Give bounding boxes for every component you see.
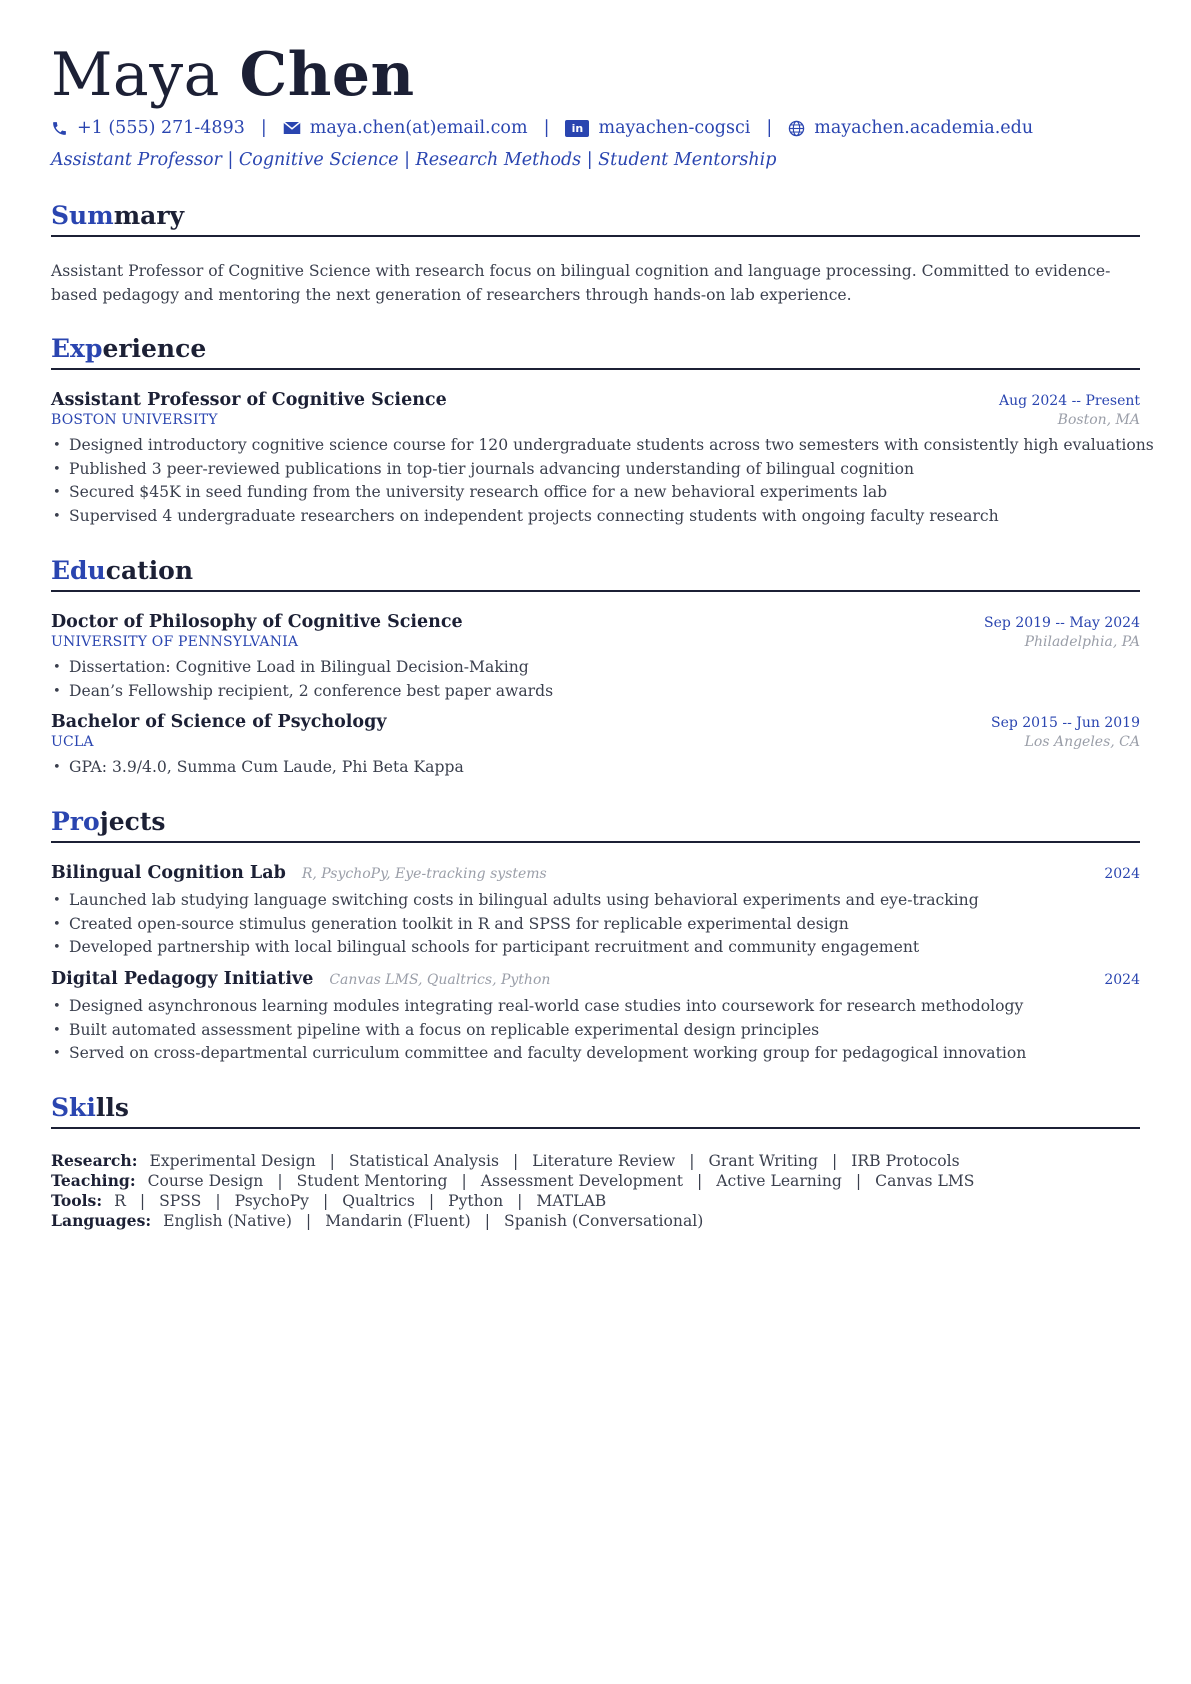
skill-item: Grant Writing	[708, 1152, 818, 1171]
skill-separator: |	[689, 1152, 695, 1171]
skill-item: MATLAB	[536, 1192, 607, 1211]
skills-list	[51, 1151, 1140, 1231]
project-entry	[51, 969, 1140, 1066]
institution-location: Philadelphia, PA	[1024, 633, 1140, 650]
skill-item: Mandarin (Fluent)	[325, 1212, 471, 1231]
section-title-accent: Sum	[51, 201, 114, 230]
entry-header	[51, 712, 1140, 732]
website-item[interactable]	[788, 118, 1033, 138]
bullet-item: • Published 3 peer-reviewed publications in top-tier journals advancing understanding of bilingual cognition	[51, 458, 1140, 482]
section-title-rest: lls	[95, 1093, 129, 1123]
project-title-line	[51, 969, 550, 989]
bullet-item: • Supervised 4 undergraduate researchers on independent projects connecting students with ongoing faculty research	[51, 505, 1140, 529]
institution: UCLA	[51, 734, 94, 751]
candidate-name	[51, 40, 1140, 110]
email-address: maya.chen(at)email.com	[309, 118, 528, 138]
skill-item: PsychoPy	[234, 1192, 309, 1211]
skill-separator: |	[831, 1152, 838, 1171]
degree-title: Bachelor of Science of Psychology	[51, 712, 387, 733]
contact-bar	[51, 116, 1140, 140]
linkedin-handle: mayachen-cogsci	[598, 118, 751, 138]
section-title-accent: Pro	[51, 806, 100, 836]
skill-category-label: Teaching:	[51, 1171, 136, 1191]
institution: UNIVERSITY OF PENNSYLVANIA	[51, 633, 299, 650]
bullet-item: • Launched lab studying language switching costs in bilingual adults using behavioral experiments and eye-tracking	[51, 889, 1140, 913]
section-title-summary	[51, 200, 1140, 237]
skill-item: SPSS	[159, 1192, 202, 1211]
bullet-item: • Dean’s Fellowship recipient, 2 conference best paper awards	[51, 680, 1140, 704]
skill-separator: |	[696, 1172, 703, 1191]
skill-item: English (Native)	[163, 1212, 292, 1231]
phone-item[interactable]	[51, 118, 245, 138]
entry-subheader	[51, 634, 1140, 650]
project-tech: R, PsychoPy, Eye-tracking systems	[301, 865, 547, 882]
project-bullets	[51, 889, 1140, 960]
linkedin-item[interactable]	[565, 118, 750, 138]
skill-item: R	[114, 1192, 126, 1211]
bullet-item: • Secured $45K in seed funding from the university research office for a new behavioral experiments lab	[51, 481, 1140, 505]
section-title-accent: Ski	[51, 1093, 96, 1123]
skill-row	[51, 1191, 1140, 1211]
section-title-rest: erience	[102, 334, 207, 363]
project-title: Digital Pedagogy Initiative	[51, 969, 314, 990]
skill-item: Assessment Development	[480, 1172, 683, 1191]
section-title-accent: Edu	[51, 555, 106, 585]
project-title-line	[51, 863, 547, 883]
project-tech: Canvas LMS, Qualtrics, Python	[329, 972, 551, 989]
skill-item: Python	[448, 1192, 504, 1211]
project-title: Bilingual Cognition Lab	[51, 862, 286, 883]
skill-separator: |	[513, 1152, 519, 1171]
education-entry	[51, 612, 1140, 703]
section-title-rest: jects	[99, 806, 166, 836]
section-title-accent: Exp	[51, 334, 103, 363]
employer: BOSTON UNIVERSITY	[51, 412, 218, 428]
skill-category-label: Research:	[51, 1151, 138, 1171]
skill-item: Statistical Analysis	[348, 1152, 500, 1171]
globe-icon	[788, 120, 805, 137]
project-bullets	[51, 995, 1140, 1066]
project-date: 2024	[1104, 865, 1140, 882]
skill-item: IRB Protocols	[851, 1152, 960, 1171]
skill-row	[51, 1171, 1140, 1191]
skill-separator: |	[329, 1152, 335, 1171]
skill-item: Qualtrics	[342, 1192, 415, 1211]
degree-title: Doctor of Philosophy of Cognitive Science	[51, 611, 463, 632]
bullet-item: • Dissertation: Cognitive Load in Bilingual Decision-Making	[51, 656, 1140, 680]
job-title: Assistant Professor of Cognitive Science	[51, 390, 447, 410]
skill-separator: |	[484, 1212, 491, 1231]
summary-text: Assistant Professor of Cognitive Science with research focus on bilingual cognition and language processing. Committed to evidence-based pedagogy and mentoring the next generation of researchers through hands-on lab experience.	[51, 262, 1111, 304]
section-title-education	[51, 555, 1140, 592]
envelope-icon	[283, 121, 301, 135]
bullet-item: • Designed introductory cognitive science course for 120 undergraduate students across two semesters with consistently high evaluations	[51, 434, 1140, 458]
section-title-skills	[51, 1092, 1140, 1129]
skill-separator: |	[461, 1172, 467, 1191]
degree-bullets	[51, 656, 1140, 703]
bullet-item: • Designed asynchronous learning modules integrating real-world case studies into coursework for research methodology	[51, 995, 1140, 1019]
website-url: mayachen.academia.edu	[814, 118, 1034, 138]
last-name: Chen	[239, 40, 415, 110]
entry-subheader	[51, 734, 1140, 750]
email-item[interactable]	[283, 118, 528, 138]
skill-item: Student Mentoring	[296, 1172, 448, 1191]
bullet-item: • GPA: 3.9/4.0, Summa Cum Laude, Phi Beta Kappa	[51, 756, 1140, 780]
job-bullets	[51, 434, 1154, 529]
skill-category-label: Languages:	[51, 1211, 152, 1231]
entry-header	[51, 863, 1140, 883]
job-location: Boston, MA	[1057, 412, 1140, 428]
section-title-rest: cation	[105, 555, 194, 585]
skill-separator: |	[323, 1192, 329, 1211]
tagline: Assistant Professor | Cognitive Science | Research Methods | Student Mentorship	[51, 150, 777, 170]
skill-separator: |	[305, 1212, 312, 1231]
skill-item: Experimental Design	[149, 1152, 316, 1171]
project-date: 2024	[1104, 972, 1140, 989]
skill-separator: |	[215, 1192, 221, 1211]
section-title-projects	[51, 806, 1140, 843]
skill-separator: |	[139, 1192, 146, 1211]
contact-separator: |	[543, 118, 550, 138]
bullet-item: • Developed partnership with local bilingual schools for participant recruitment and community engagement	[51, 936, 1140, 960]
phone-number: +1 (555) 271-4893	[77, 118, 245, 138]
bullet-item: • Served on cross-departmental curriculum committee and faculty development working group for pedagogical innovation	[51, 1042, 1140, 1066]
section-title-rest: mary	[113, 201, 185, 230]
contact-separator: |	[766, 118, 773, 138]
education-entry	[51, 712, 1140, 780]
institution-location: Los Angeles, CA	[1024, 734, 1140, 751]
entry-header	[51, 612, 1140, 632]
entry-header	[51, 390, 1140, 410]
contact-separator: |	[260, 118, 267, 138]
skill-item: Course Design	[147, 1172, 264, 1191]
skill-row	[51, 1151, 1140, 1171]
degree-dates: Sep 2015 -- Jun 2019	[990, 715, 1140, 732]
first-name: Maya	[51, 40, 220, 110]
skill-row	[51, 1211, 1140, 1231]
bullet-item: • Created open-source stimulus generation toolkit in R and SPSS for replicable experimental design	[51, 913, 1140, 937]
experience-entry	[51, 390, 1154, 529]
skill-separator: |	[517, 1192, 523, 1211]
bullet-item: • Built automated assessment pipeline with a focus on replicable experimental design principles	[51, 1019, 1140, 1043]
skill-separator: |	[428, 1192, 435, 1211]
skill-item: Spanish (Conversational)	[504, 1212, 704, 1231]
job-dates: Aug 2024 -- Present	[998, 393, 1140, 409]
degree-dates: Sep 2019 -- May 2024	[984, 614, 1140, 631]
skill-item: Active Learning	[716, 1172, 842, 1191]
entry-header	[51, 969, 1140, 989]
skill-item: Literature Review	[532, 1152, 676, 1171]
section-title-experience	[51, 333, 1140, 370]
linkedin-icon: in	[565, 120, 589, 137]
skill-separator: |	[855, 1172, 862, 1191]
skill-separator: |	[277, 1172, 283, 1191]
degree-bullets	[51, 756, 1140, 780]
phone-icon	[51, 120, 68, 137]
entry-subheader	[51, 412, 1140, 428]
project-entry	[51, 863, 1140, 960]
skill-item: Canvas LMS	[875, 1172, 975, 1191]
skill-category-label: Tools:	[51, 1191, 103, 1211]
